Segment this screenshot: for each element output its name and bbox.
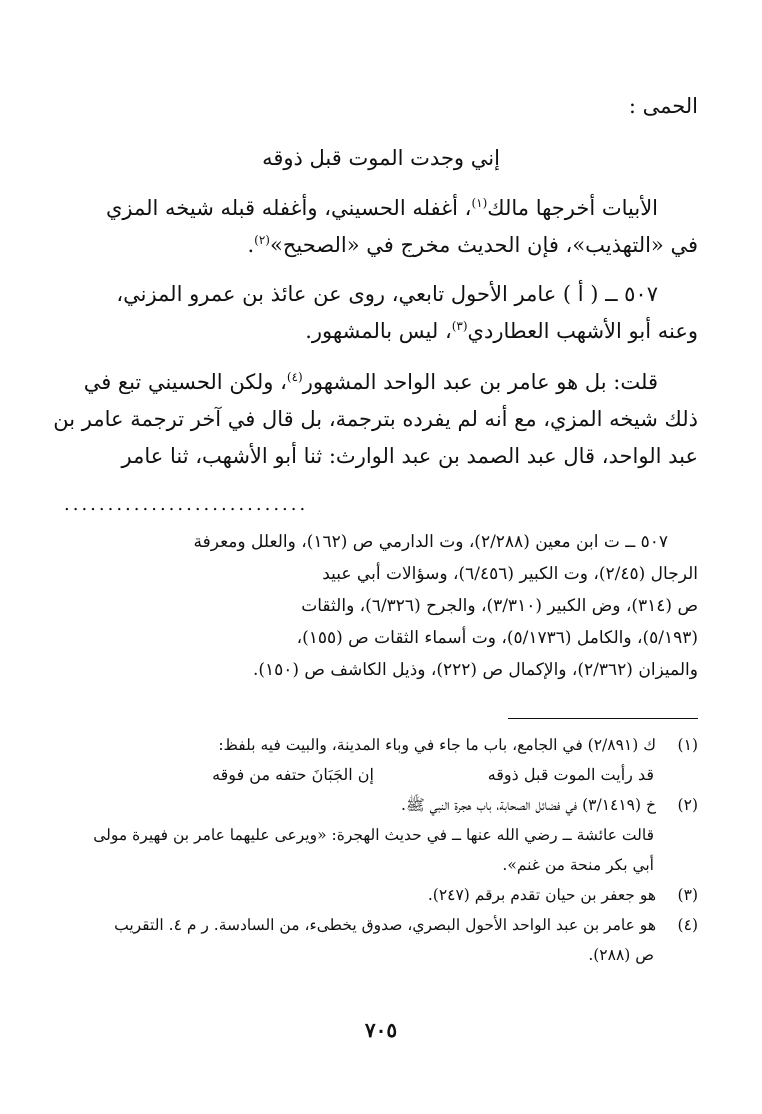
sources-line-1: ٥٠٧ ــ ت ابن معين (٢/٢٨٨)، وت الدارمي ص (١٦٢)، والعلل ومعرفة [193, 532, 668, 552]
paragraph-3-line-3: عبد الواحد، قال عبد الصمد بن عبد الوارث: ثنا أبو الأشهب، ثنا عامر [121, 444, 698, 468]
paragraph-2-line-2: وعنه أبو الأشهب العطاردي$^{(٣)}$، ليس بالمشهور. [305, 319, 698, 343]
sources-line-2: الرجال (٢/٤٥)، وت الكبير (٦/٤٥٦)، وسؤالات أبي عبيد [322, 564, 698, 584]
paragraph-2-line-1: ٥٠٧ ــ ( أ ) عامر الأحول تابعي، روى عن عائذ بن عمرو المزني، [116, 282, 658, 306]
footnote-ref-3[interactable]: (٣) [451, 319, 468, 333]
sources-line-3: ص (٣١٤)، وض الكبير (٣/٣١٠)، والجرح (٦/٣٢٦)، والثقات [301, 596, 698, 616]
paragraph-1-line-2: في «التهذيب»، فإن الحديث مخرج في «الصحيح»$^{(٢)}$. [247, 233, 698, 257]
section-label: الحمى : [628, 94, 698, 118]
verse-hemistich-2: إن الجَبَانَ حتفه من فوقه [212, 765, 374, 784]
footnote-number: (٣) [677, 886, 698, 904]
sources-note [62, 526, 698, 686]
verse-title: إني وجدت الموت قبل ذوقه [262, 146, 500, 170]
sources-line-4: (٥/١٩٣)، والكامل (٥/١٧٣٦)، وت أسماء الثقات ص (١٥٥)، [296, 628, 698, 648]
paragraph-2 [62, 276, 698, 350]
footnote-2: (٢)خ (٣/١٤١٩) في فضائل الصحابة، باب هجرة النبي ﷺ. قالت عائشة ــ رضي الله عنها ــ في حديث الهجرة: «ويرعى عليهما عامر بن فهيرة مولى أبي بكر منحة من غنم». [62, 790, 698, 880]
continuation-dots: ............................ [64, 494, 309, 515]
paragraph-1 [62, 190, 698, 264]
footnote-separator [508, 718, 698, 719]
paragraph-1-line-1: الأبيات أخرجها مالك$^{(١)}$، أغفله الحسيني، وأغفله قبله شيخه المزي [105, 196, 658, 220]
footnote-4: (٤)هو عامر بن عبد الواحد الأحول البصري، صدوق يخطىء، من السادسة. ر م ٤. التقريب ص (٢٨٨). [62, 910, 698, 970]
footnote-ref-4[interactable]: (٤) [286, 370, 303, 384]
footnote-1-verse [62, 760, 698, 790]
paragraph-3-line-2: ذلك شيخه المزي، مع أنه لم يفرده بترجمة، بل قال في آخر ترجمة عامر بن [53, 407, 698, 431]
verse-hemistich-1: قد رأيت الموت قبل ذوقه [487, 765, 654, 784]
paragraph-3 [53, 364, 698, 475]
footnote-1: (١)ك (٢/٨٩١) في الجامع، باب ما جاء في وباء المدينة، والبيت فيه بلفظ: قد رأيت الموت قبل ذوقهإن الجَبَانَ حتفه من فوقه [62, 730, 698, 790]
paragraph-3-line-1: قلت: بل هو عامر بن عبد الواحد المشهور$^{(٤)}$، ولكن الحسيني تبع في [83, 370, 658, 394]
footnotes [62, 730, 698, 970]
footnote-ref-1[interactable]: (١) [471, 196, 488, 210]
sources-line-5: والميزان (٢/٣٦٢)، والإكمال ص (٢٢٢)، وذيل الكاشف ص (١٥٠). [252, 660, 698, 680]
footnote-number: (٤) [677, 916, 698, 934]
footnote-number: (١) [677, 736, 698, 754]
footnote-number: (٢) [677, 796, 698, 814]
footnote-3: (٣)هو جعفر بن حيان تقدم برقم (٢٤٧). [62, 880, 698, 910]
footnote-ref-2[interactable]: (٢) [254, 233, 270, 247]
page-number: ٧٠٥ [364, 1018, 398, 1042]
